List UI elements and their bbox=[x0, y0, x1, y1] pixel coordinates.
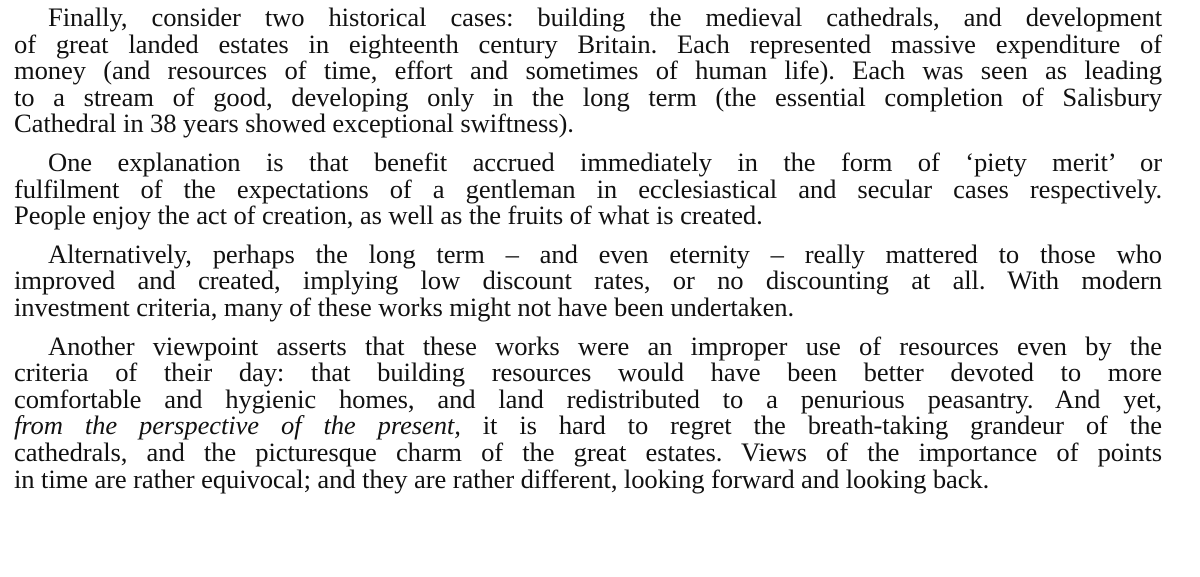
italic-phrase: from the perspective of the present, bbox=[14, 410, 461, 441]
text-line: improved and created, implying low discount rates, or no discounting at all. With modern bbox=[14, 265, 1162, 296]
text-line: Alternatively, perhaps the long term – and even eternity – really mattered to those who bbox=[48, 238, 1162, 269]
text-line-with-italic bbox=[14, 412, 1162, 439]
paragraph-1 bbox=[14, 4, 1162, 137]
text-line: of great landed estates in eighteenth century Britain. Each represented massive expenditure of bbox=[14, 28, 1162, 59]
paragraph-3 bbox=[14, 238, 1162, 322]
text-line: fulfilment of the expectations of a gentleman in ecclesiastical and secular cases respectively. bbox=[14, 173, 1162, 204]
text-line: Cathedral in 38 years showed exceptional swiftness). bbox=[14, 108, 574, 139]
paragraph-4 bbox=[14, 330, 1162, 494]
text-line: criteria of their day: that building resources would have been better devoted to more bbox=[14, 357, 1162, 388]
text-line: investment criteria, many of these works might not have been undertaken. bbox=[14, 291, 795, 322]
text-line: cathedrals, and the picturesque charm of the great estates. Views of the importance of points bbox=[14, 436, 1162, 467]
text-line-remainder: it is hard to regret the breath-taking grandeur of the bbox=[482, 410, 1162, 441]
text-line: comfortable and hygienic homes, and land redistributed to a penurious peasantry. And yet, bbox=[14, 383, 1162, 414]
text-line: to a stream of good, developing only in the long term (the essential completion of Salisbury bbox=[14, 81, 1162, 112]
text-line: One explanation is that benefit accrued immediately in the form of ‘piety merit’ or bbox=[48, 146, 1162, 177]
text-line: in time are rather equivocal; and they are rather different, looking forward and looking back. bbox=[14, 463, 990, 494]
text-line: Finally, consider two historical cases: building the medieval cathedrals, and development bbox=[48, 2, 1162, 32]
text-line: Another viewpoint asserts that these works were an improper use of resources even by the bbox=[48, 330, 1162, 361]
paragraph-2 bbox=[14, 146, 1162, 231]
text-line: money (and resources of time, effort and sometimes of human life). Each was seen as leading bbox=[14, 55, 1162, 86]
text-line: People enjoy the act of creation, as well as the fruits of what is created. bbox=[14, 200, 763, 231]
